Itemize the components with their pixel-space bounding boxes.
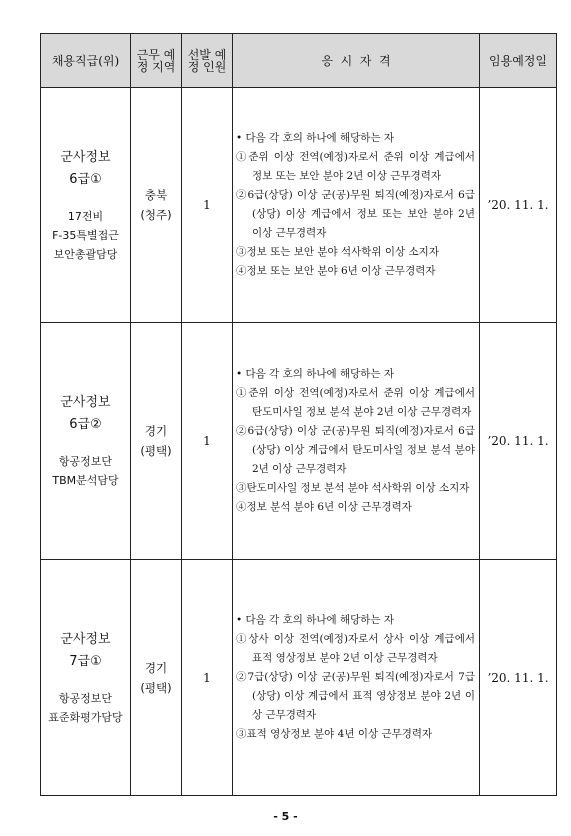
- header-location: 근무 예정 지역: [131, 34, 182, 88]
- unit-line: F-35특별접근: [52, 228, 119, 242]
- position-cell: [41, 88, 131, 323]
- position-grade: 6급②: [69, 417, 102, 432]
- date-cell: ’20. 11. 1.: [480, 560, 557, 796]
- header-row: [41, 34, 557, 88]
- page-number: - 5 -: [273, 810, 298, 823]
- qualification-lead: • 다음 각 호의 하나에 해당하는 자: [236, 132, 395, 144]
- qualification-item: ④정보 분석 분야 6년 이상 근무경력자: [236, 501, 412, 513]
- count-cell: 1: [182, 88, 233, 323]
- location-cell: [131, 323, 182, 560]
- position-unit: [41, 207, 130, 264]
- position-grade: 7급①: [69, 653, 102, 669]
- position-title: 군사정보: [60, 395, 111, 410]
- qualification-lead: • 다음 각 호의 하나에 해당하는 자: [236, 368, 395, 380]
- table-row: [41, 560, 557, 796]
- unit-line: TBM분석담당: [52, 474, 119, 487]
- qualification-item: ③표적 영상정보 분야 4년 이상 근무경력자: [236, 728, 433, 740]
- qualification-item: ①준위 이상 전역(예정)자로서 준위 이상 계급에서 탄도미사일 정보 분석 분야 2년 이상 근무경력자: [236, 387, 475, 418]
- unit-line: 항공정보단: [58, 455, 113, 468]
- position-unit: [41, 689, 130, 727]
- position-cell: [41, 560, 131, 796]
- count-cell: 1: [182, 560, 233, 796]
- position-unit: [41, 452, 130, 490]
- date-cell: ’20. 11. 1.: [480, 323, 557, 560]
- qualification-item: ②7급(상당) 이상 군(공)무원 퇴직(예정)자로서 7급(상당) 이상 계급에서 표적 영상정보 분야 2년 이상 근무경력자: [236, 671, 475, 721]
- position-grade: 6급①: [69, 171, 102, 187]
- qualification-item: ③정보 또는 보안 분야 석사학위 이상 소지자: [236, 246, 439, 258]
- table-row: [41, 323, 557, 560]
- location-region: 경기: [144, 660, 168, 675]
- unit-line: 표준화평가담당: [48, 710, 123, 724]
- position-title: 군사정보: [60, 149, 111, 165]
- qualification-lead: • 다음 각 호의 하나에 해당하는 자: [236, 614, 395, 626]
- location-cell: [131, 560, 182, 796]
- date-cell: ’20. 11. 1.: [480, 88, 557, 323]
- location-cell: [131, 88, 182, 323]
- header-count: 선발 예정 인원: [182, 34, 233, 88]
- qualification-item: ①상사 이상 전역(예정)자로서 상사 이상 계급에서 표적 영상정보 분야 2년 이상 근무경력자: [236, 633, 475, 664]
- header-date: 임용예정일: [480, 34, 557, 88]
- qualification-cell: [233, 88, 480, 323]
- unit-line: 보안총괄담당: [53, 247, 118, 261]
- location-region: 충북: [144, 188, 168, 202]
- position-cell: [41, 323, 131, 560]
- recruitment-table: [40, 33, 557, 796]
- location-city: (평택): [140, 680, 172, 695]
- location-city: (청주): [140, 208, 172, 222]
- qualification-item: ③탄도미사일 정보 분석 분야 석사학위 이상 소지자: [236, 482, 470, 494]
- position-title: 군사정보: [60, 631, 111, 647]
- qualification-cell: [233, 323, 480, 560]
- header-qualification: 응 시 자 격: [233, 34, 480, 88]
- qualification-item: ①준위 이상 전역(예정)자로서 준위 이상 계급에서 정보 또는 보안 분야 2년 이상 근무경력자: [236, 151, 475, 182]
- qualification-item: ②6급(상당) 이상 군(공)무원 퇴직(예정)자로서 6급(상당) 이상 계급에서 탄도미사일 정보 분석 분야 2년 이상 근무경력자: [236, 425, 475, 475]
- location-city: (평택): [140, 444, 172, 458]
- count-cell: 1: [182, 323, 233, 560]
- table-row: [41, 88, 557, 323]
- header-position: 채용직급(위): [41, 34, 131, 88]
- qualification-item: ②6급(상당) 이상 군(공)무원 퇴직(예정)자로서 6급(상당) 이상 계급에서 정보 또는 보안 분야 2년 이상 근무경력자: [236, 189, 475, 239]
- unit-line: 항공정보단: [58, 691, 113, 705]
- unit-line: 17전비: [67, 209, 104, 223]
- qualification-cell: [233, 560, 480, 796]
- qualification-item: ④정보 또는 보안 분야 6년 이상 근무경력자: [236, 265, 436, 277]
- location-region: 경기: [144, 424, 168, 438]
